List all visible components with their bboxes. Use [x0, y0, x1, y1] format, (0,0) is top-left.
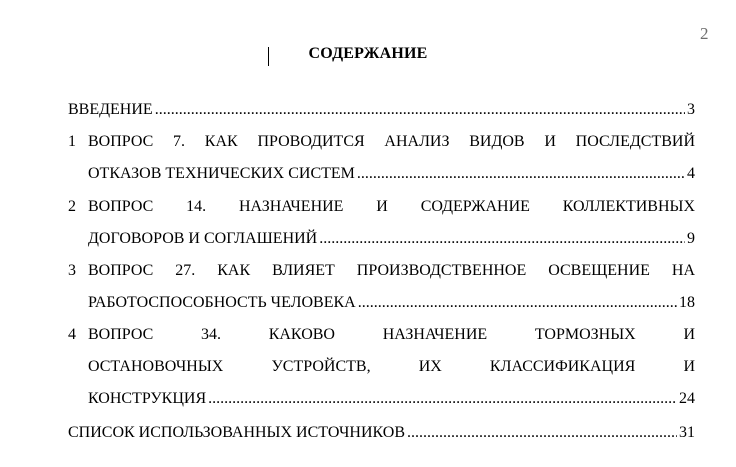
toc-entry-page: 9	[687, 230, 695, 247]
toc-entry-text: ОТКАЗОВ ТЕХНИЧЕСКИХ СИСТЕМ	[88, 165, 355, 182]
dot-leader	[155, 98, 685, 122]
toc-entry-number: 4	[68, 326, 76, 343]
toc-entry-text: ВВЕДЕНИЕ	[68, 101, 153, 118]
toc-entry-number: 2	[68, 198, 76, 215]
toc-entry-1-line1[interactable]	[68, 130, 695, 154]
dot-leader	[358, 291, 677, 315]
toc-entry-intro[interactable]	[68, 98, 695, 122]
toc-entry-text: ВОПРОС 34. КАКОВО НАЗНАЧЕНИЕ ТОРМОЗНЫХ И	[88, 326, 695, 343]
toc-entry-text: ВОПРОС 27. КАК ВЛИЯЕТ ПРОИЗВОДСТВЕННОЕ ОСВЕЩЕНИЕ НА	[88, 262, 695, 279]
toc-entry-text: КОНСТРУКЦИЯ	[88, 390, 207, 407]
toc-entry-4-line3[interactable]	[88, 387, 695, 411]
toc-entry-3-line2[interactable]	[88, 291, 695, 315]
toc-entry-4-line1[interactable]	[68, 323, 695, 347]
toc-entry-page: 31	[679, 424, 695, 441]
page-number: 2	[700, 24, 709, 43]
toc-entry-3-line1[interactable]	[68, 259, 695, 283]
toc-entry-page: 24	[679, 390, 695, 407]
toc-entry-text: ВОПРОС 14. НАЗНАЧЕНИЕ И СОДЕРЖАНИЕ КОЛЛЕКТИВНЫХ	[88, 198, 695, 215]
toc-entry-2-line2[interactable]	[88, 227, 695, 251]
toc-entry-text: СПИСОК ИСПОЛЬЗОВАННЫХ ИСТОЧНИКОВ	[68, 424, 406, 441]
toc-entry-number: 3	[68, 262, 76, 279]
toc-entry-2-line1[interactable]	[68, 195, 695, 219]
toc-entry-4-line2[interactable]	[88, 355, 695, 379]
toc-title: СОДЕРЖАНИЕ	[308, 45, 428, 62]
toc-entry-text: ДОГОВОРОВ И СОГЛАШЕНИЙ	[88, 230, 318, 247]
dot-leader	[208, 387, 677, 411]
toc-entry-page: 3	[687, 101, 695, 118]
toc-entry-number: 1	[68, 133, 76, 150]
dot-leader	[319, 227, 685, 251]
toc-entry-text: ОСТАНОВОЧНЫХ УСТРОЙСТВ, ИХ КЛАССИФИКАЦИЯ И	[88, 358, 695, 375]
toc-entry-sources[interactable]	[68, 421, 695, 445]
dot-leader	[357, 162, 685, 186]
toc-entry-1-line2[interactable]	[88, 162, 695, 186]
toc-entry-text: ВОПРОС 7. КАК ПРОВОДИТСЯ АНАЛИЗ ВИДОВ И ПОСЛЕДСТВИЙ	[88, 133, 695, 150]
toc-entry-text: РАБОТОСПОСОБНОСТЬ ЧЕЛОВЕКА	[88, 294, 356, 311]
toc-entry-page: 18	[679, 294, 695, 311]
dot-leader	[407, 421, 677, 445]
toc-entry-page: 4	[687, 165, 695, 182]
